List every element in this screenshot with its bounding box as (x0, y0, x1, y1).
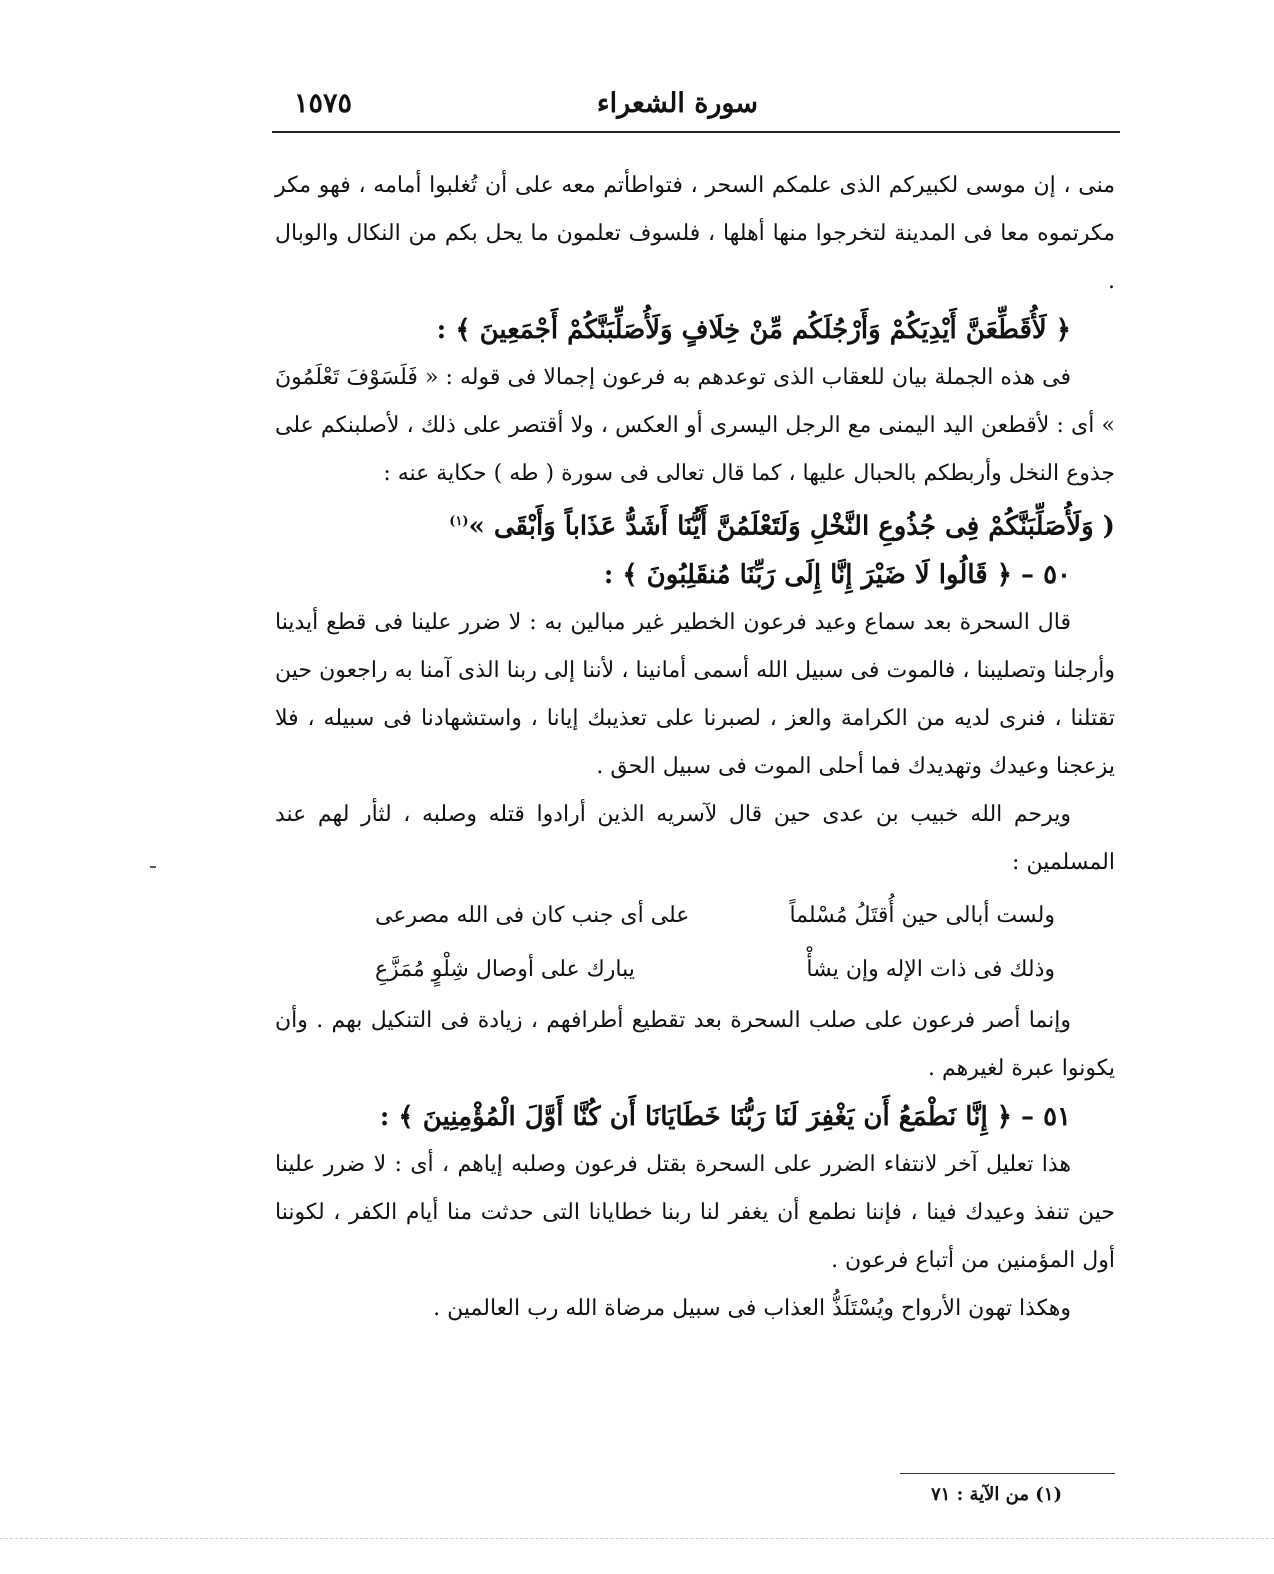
quran-verse: ٥٠ – ﴿ قَالُوا لَا ضَيْرَ إِنَّا إِلَى رَبِّنَا مُنقَلِبُونَ ﴾ : (603, 559, 1071, 590)
poem-hemistich: ولست أبالى حين أُقتَلُ مُسْلماً (789, 902, 1055, 928)
poem (375, 889, 1055, 997)
paragraph: فى هذه الجملة بيان للعقاب الذى توعدهم به فرعون إجمالا فى قوله : « فَلَسَوْفَ تَعْلَمُونَ » أى : لأقطعن اليد اليمنى مع الرجل اليسرى أو العكس ، ولا أقتصر على ذلك ، لأصلبنكم على جذوع النخل وأربطكم بالحبال عليها ، كما قال تعالى فى سورة ( طه ) حكاية عنه : (275, 365, 1115, 486)
quran-verse-text: ( وَلَأُصَلِّبَنَّكُمْ فِى جُذُوعِ النَّخْلِ وَلَتَعْلَمُنَّ أَيُّنَا أَشَدُّ عَذَاباً وَأَبْقَى » (468, 511, 1115, 542)
footnote-divider (900, 1473, 1115, 1474)
scan-speck (150, 866, 156, 868)
page-number: ١٥٧٥ (294, 88, 353, 119)
body-text (275, 162, 1115, 1333)
page-header (272, 88, 1120, 128)
quran-verse: ٥١ – ﴿ إِنَّا نَطْمَعُ أَن يَغْفِرَ لَنَا رَبُّنَا خَطَايَانَا أَن كُنَّا أَوَّلَ الْمُؤْمِنِينَ ﴾ : (379, 1101, 1071, 1132)
quran-verse (275, 498, 1115, 551)
footnote-marker: (١) (449, 514, 469, 529)
paragraph: وإنما أصر فرعون على صلب السحرة بعد تقطيع أطرافهم ، زيادة فى التنكيل بهم . وأن يكونوا عبرة لغيرهم . (275, 1007, 1115, 1081)
paragraph: ويرحم الله خبيب بن عدى حين قال لآسريه الذين أرادوا قتله وصلبه ، لثأر لهم عند المسلمين : (275, 801, 1115, 875)
poem-hemistich: يبارك على أوصال شِلْوٍ مُمَزَّعِ (375, 956, 635, 982)
paragraph: منى ، إن موسى لكبيركم الذى علمكم السحر ، فتواطأتم معه على أن تُغلبوا أمامه ، فهو مكر مكرتموه معا فى المدينة لتخرجوا منها أهلها ، فلسوف تعلمون ما يحل بكم من النكال والوبال . (275, 173, 1115, 294)
quran-verse: ﴿ لَأُقَطِّعَنَّ أَيْدِيَكُمْ وَأَرْجُلَكُم مِّنْ خِلَافٍ وَلَأُصَلِّبَنَّكُمْ أَجْمَعِينَ ﴾ : (436, 315, 1071, 345)
paragraph: هذا تعليل آخر لانتفاء الضرر على السحرة بقتل فرعون وصلبه إياهم ، أى : لا ضرر علينا حين تنفذ وعيدك فينا ، فإننا نطمع أن يغفر لنا ربنا خطايانا التى حدثت منا أيام الكفر ، لكوننا أول المؤمنين من أتباع فرعون . (275, 1151, 1115, 1273)
header-divider (272, 131, 1120, 133)
surah-title: سورة الشعراء (596, 88, 758, 119)
poem-hemistich: على أى جنب كان فى الله مصرعى (375, 902, 690, 928)
poem-line (375, 943, 1055, 997)
paragraph: وهكذا تهون الأرواح ويُسْتَلَذُّ العذاب فى سبيل مرضاة الله رب العالمين . (433, 1295, 1071, 1321)
poem-line (375, 889, 1055, 943)
poem-hemistich: وذلك فى ذات الإله وإن يشأْ (806, 956, 1055, 982)
scan-edge (0, 1538, 1274, 1539)
paragraph: قال السحرة بعد سماع وعيد فرعون الخطير غير مبالين به : لا ضرر علينا فى قطع أيدينا وأرجلنا وتصليبنا ، فالموت فى سبيل الله أسمى أمانينا ، لأننا إلى ربنا الذى آمنا به راجعون حين تقتلنا ، فنرى لديه من الكرامة والعز ، لصبرنا على تعذيبك إيانا ، واستشهادنا فى سبيله ، فلا يزعجنا وعيدك وتهديدك فما أحلى الموت فى سبيل الحق . (275, 609, 1115, 779)
footnote: (١) من الآية : ٧١ (930, 1484, 1062, 1505)
